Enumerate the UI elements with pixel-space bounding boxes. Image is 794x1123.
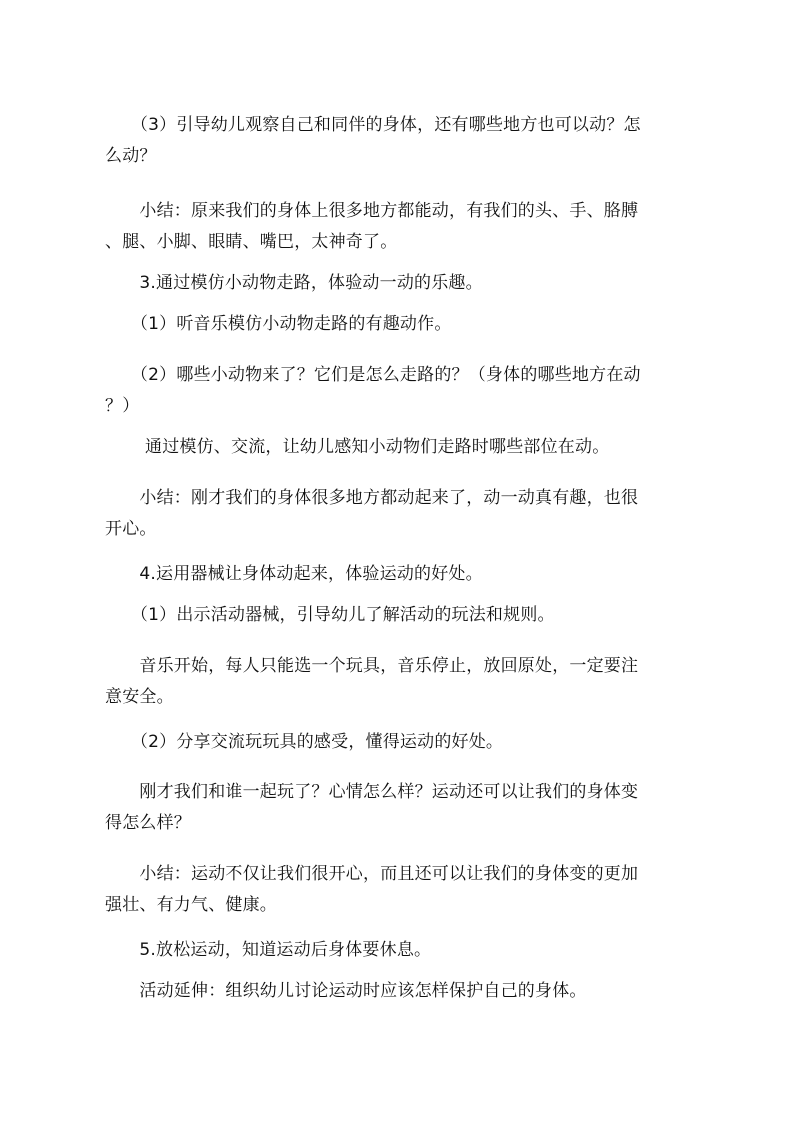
text-line: 活动延伸：组织幼儿讨论运动时应该怎样保护自己的身体。	[105, 981, 587, 1001]
text-line: 、腿、小脚、眼睛、嘴巴，太神奇了。	[105, 232, 398, 252]
text-line: （2）哪些小动物来了？它们是怎么走路的？（身体的哪些地方在动	[105, 365, 641, 385]
text-line: 小结：原来我们的身体上很多地方都能动，有我们的头、手、胳膊	[105, 201, 639, 221]
text-line: 5.放松运动，知道运动后身体要休息。	[105, 940, 432, 960]
text-line: （2）分享交流玩玩具的感受，懂得运动的好处。	[105, 732, 504, 752]
text-line: （1）出示活动器械，引导幼儿了解活动的玩法和规则。	[105, 605, 555, 625]
text-line: 小结：运动不仅让我们很开心，而且还可以让我们的身体变的更加	[105, 864, 639, 884]
text-line: ？）	[105, 396, 140, 416]
text-line: （3）引导幼儿观察自己和同伴的身体，还有哪些地方也可以动？怎	[105, 115, 641, 135]
text-line: 通过模仿、交流，让幼儿感知小动物们走路时哪些部位在动。	[105, 437, 610, 457]
text-line: 意安全。	[105, 687, 174, 707]
text-line: 音乐开始，每人只能选一个玩具，音乐停止，放回原处，一定要注	[105, 656, 639, 676]
text-line: 3.通过模仿小动物走路，体验动一动的乐趣。	[105, 273, 483, 293]
text-line: 得怎么样？	[105, 813, 191, 833]
text-line: 4.运用器械让身体动起来，体验运动的好处。	[105, 564, 483, 584]
text-line: 么动？	[105, 146, 157, 166]
text-line: （1）听音乐模仿小动物走路的有趣动作。	[105, 314, 452, 334]
text-line: 开心。	[105, 519, 157, 539]
text-line: 小结：刚才我们的身体很多地方都动起来了，动一动真有趣，也很	[105, 488, 639, 508]
text-line: 强壮、有力气、健康。	[105, 895, 277, 915]
text-line: 刚才我们和谁一起玩了？心情怎么样？运动还可以让我们的身体变	[105, 782, 639, 802]
